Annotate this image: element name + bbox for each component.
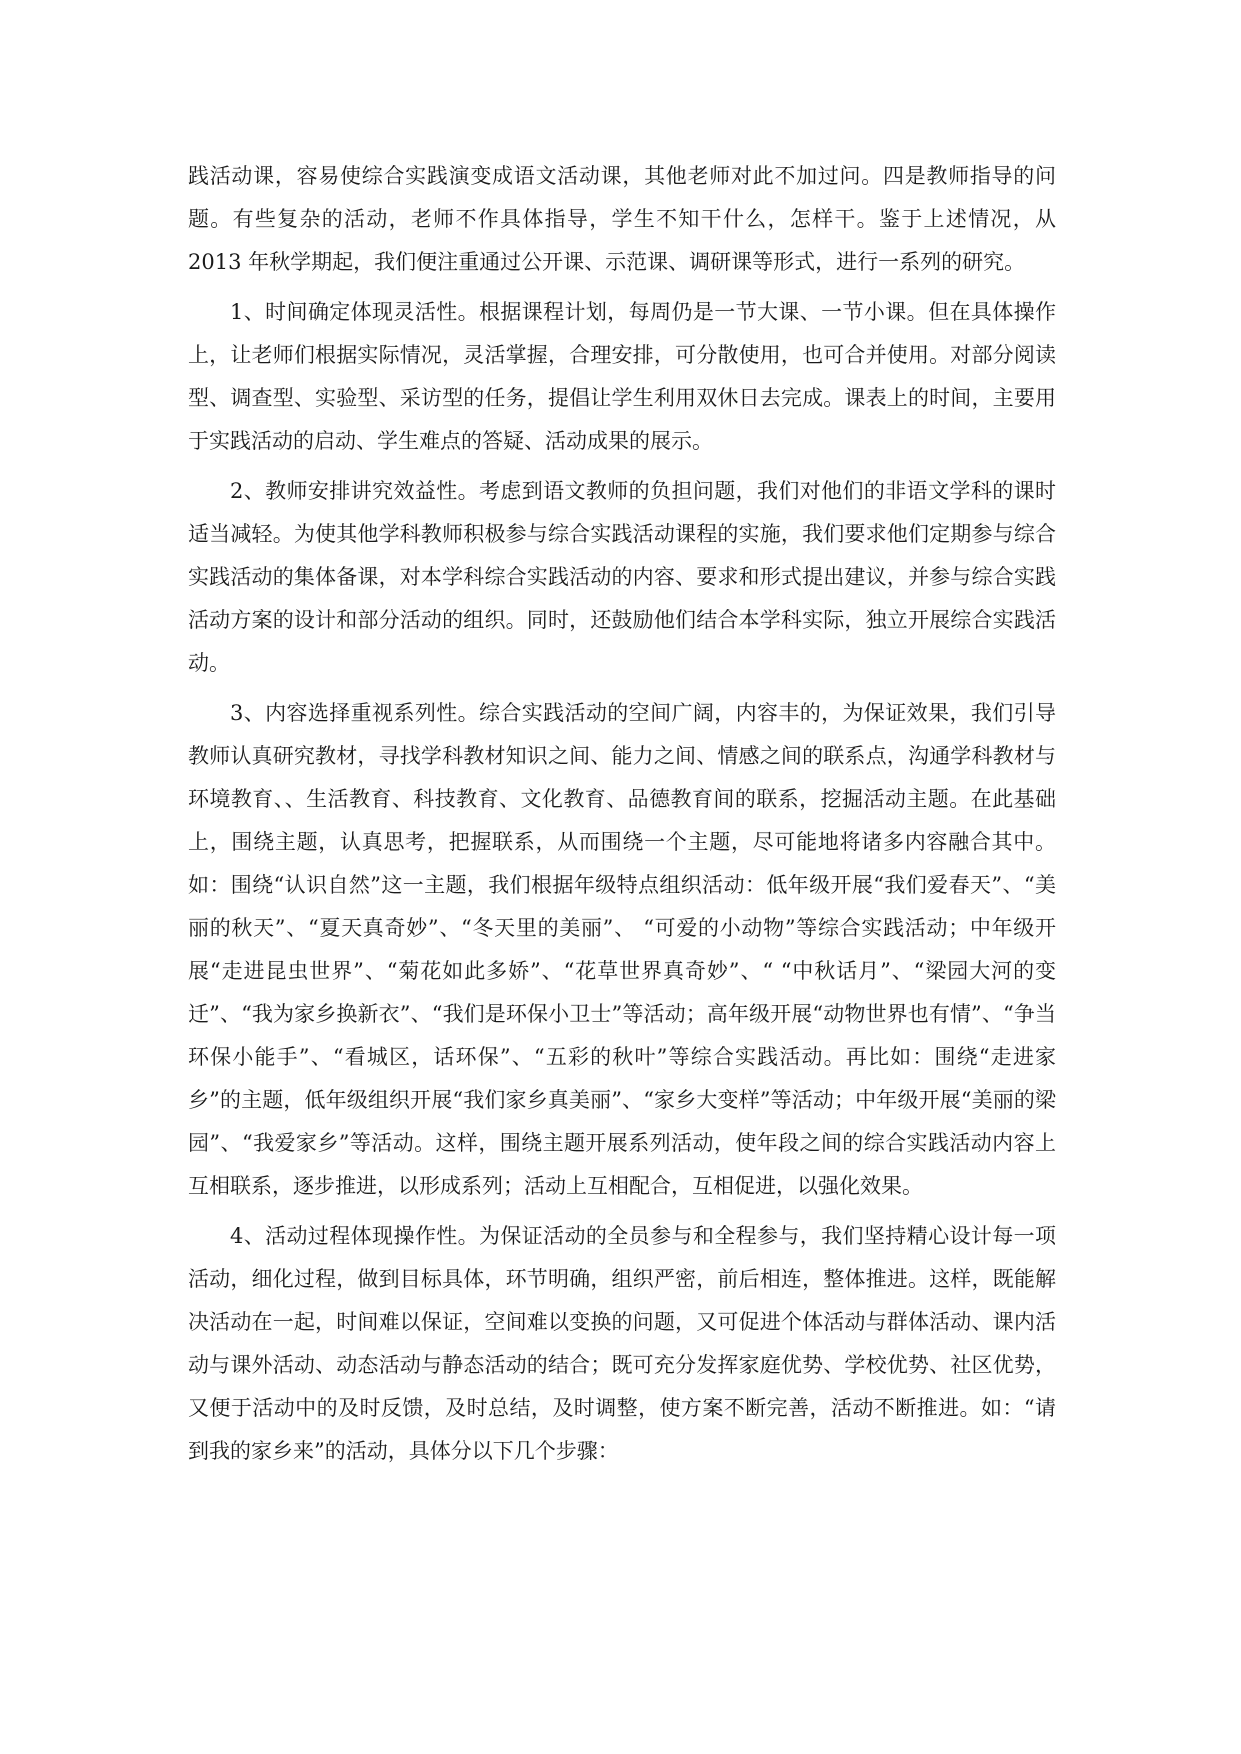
paragraph-intro: 践活动课，容易使综合实践演变成语文活动课，其他老师对此不加过问。四是教师指导的问题。有些复杂的活动，老师不作具体指导，学生不知干什么，怎样干。鉴于上述情况，从 2013 年秋学期起，我们便注重通过公开课、示范课、调研课等形式，进行一系列的研究。	[188, 164, 1056, 274]
paragraph-teacher-arrangement: 2、教师安排讲究效益性。考虑到语文教师的负担问题，我们对他们的非语文学科的课时适当减轻。为使其他学科教师积极参与综合实践活动课程的实施，我们要求他们定期参与综合实践活动的集体备课，对本学科综合实践活动的内容、要求和形式提出建议，并参与综合实践活动方案的设计和部分活动的组织。同时，还鼓励他们结合本学科实际，独立开展综合实践活动。	[188, 479, 1056, 675]
paragraph-content-series: 3、内容选择重视系列性。综合实践活动的空间广阔，内容丰的，为保证效果，我们引导教师认真研究教材，寻找学科教材知识之间、能力之间、情感之间的联系点，沟通学科教材与环境教育、、生活教育、科技教育、文化教育、品德教育间的联系，挖掘活动主题。在此基础上，围绕主题，认真思考，把握联系，从而围绕一个主题，尽可能地将诸多内容融合其中。如：围绕“认识自然”这一主题，我们根据年级特点组织活动：低年级开展“我们爱春天”、“美丽的秋天”、“夏天真奇妙”、“冬天里的美丽”、 “可爱的小动物”等综合实践活动；中年级开展“走进昆虫世界”、“菊花如此多娇”、“花草世界真奇妙”、“ “中秋话月”、“梁园大河的变迁”、“我为家乡换新衣”、“我们是环保小卫士”等活动；高年级开展“动物世界也有情”、“争当环保小能手”、“看城区，话环保”、“五彩的秋叶”等综合实践活动。再比如：围绕“走进家乡”的主题，低年级组织开展“我们家乡真美丽”、“家乡大变样”等活动；中年级开展“美丽的梁园”、“我爱家乡”等活动。这样，围绕主题开展系列活动，使年段之间的综合实践活动内容上互相联系，逐步推进，以形成系列；活动上互相配合，互相促进，以强化效果。	[188, 701, 1056, 1198]
paragraph-process-operability: 4、活动过程体现操作性。为保证活动的全员参与和全程参与，我们坚持精心设计每一项活动，细化过程，做到目标具体，环节明确，组织严密，前后相连，整体推进。这样，既能解决活动在一起，时间难以保证，空间难以变换的问题，又可促进个体活动与群体活动、课内活动与课外活动、动态活动与静态活动的结合；既可充分发挥家庭优势、学校优势、社区优势，又便于活动中的及时反馈，及时总结，及时调整，使方案不断完善，活动不断推进。如：“请到我的家乡来”的活动，具体分以下几个步骤：	[188, 1224, 1056, 1463]
paragraph-time-flexibility: 1、时间确定体现灵活性。根据课程计划，每周仍是一节大课、一节小课。但在具体操作上，让老师们根据实际情况，灵活掌握，合理安排，可分散使用，也可合并使用。对部分阅读型、调查型、实验型、采访型的任务，提倡让学生利用双休日去完成。课表上的时间，主要用于实践活动的启动、学生难点的答疑、活动成果的展示。	[188, 300, 1056, 453]
document-body	[188, 155, 1056, 1480]
